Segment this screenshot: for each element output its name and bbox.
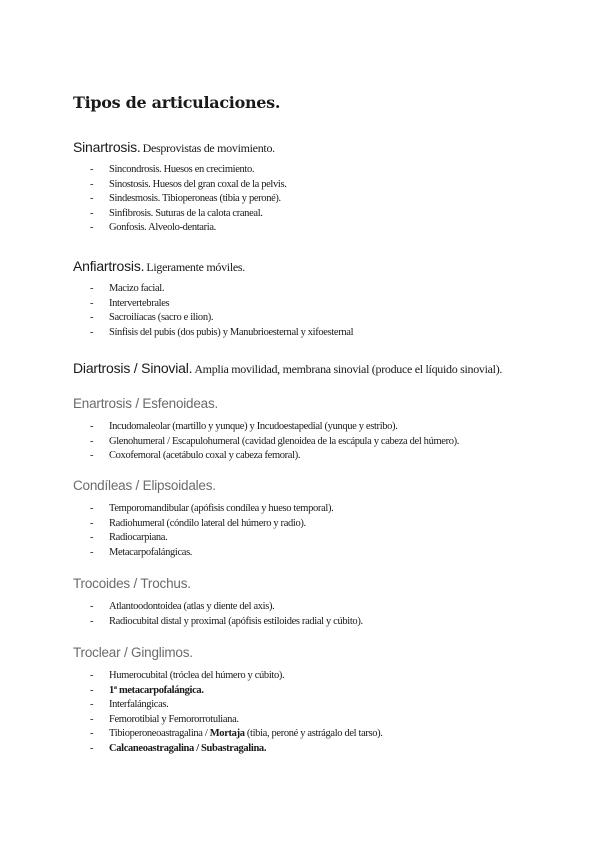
section-name: Diartrosis / Sinovial.: [73, 360, 193, 376]
section-description: Ligeramente móviles.: [146, 260, 245, 274]
list-item: [73, 311, 353, 326]
list-item-text: Tibioperoneoastragalina /: [109, 728, 210, 739]
dash-bullet-icon: -: [90, 742, 94, 754]
section-4: [73, 476, 333, 560]
list-item: [73, 615, 363, 630]
list-item: [73, 669, 383, 684]
list-item-text: Temporomandibular (apófisis condílea y hueso temporal).: [109, 503, 334, 514]
list-item: [73, 727, 383, 742]
list-item-text: Interfalángicas.: [109, 699, 169, 710]
list-item: [73, 178, 286, 193]
list-item-text: Metacarpofalángicas.: [109, 546, 193, 558]
section-name: Troclear / Ginglimos.: [73, 645, 193, 660]
dash-bullet-icon: -: [90, 728, 94, 739]
list-item-text: Femorotibial y Femororrotuliana.: [109, 713, 239, 725]
list-item: [73, 282, 353, 297]
dash-bullet-icon: -: [90, 297, 94, 309]
bullet-list: [73, 600, 363, 629]
section-5: [73, 574, 363, 629]
dash-bullet-icon: -: [90, 283, 94, 294]
dash-bullet-icon: -: [90, 312, 94, 323]
list-item: [73, 420, 459, 435]
dash-bullet-icon: -: [90, 421, 94, 432]
list-item-text: Coxofemoral (acetábulo coxal y cabeza femoral).: [109, 450, 301, 461]
page-title: Tipos de articulaciones.: [73, 93, 281, 112]
dash-bullet-icon: -: [90, 684, 94, 696]
list-item-text: Radiocubital distal y proximal (apófisis estiloides radial y cúbito).: [109, 615, 363, 627]
list-item-text: Mortaja: [209, 728, 245, 739]
dash-bullet-icon: -: [90, 615, 94, 627]
dash-bullet-icon: -: [90, 164, 94, 175]
list-item-text: Sacroilíacas (sacro e ilion).: [109, 312, 214, 323]
list-item: [73, 517, 333, 532]
list-item: [73, 742, 383, 757]
dash-bullet-icon: -: [90, 670, 94, 681]
list-item: [73, 297, 353, 312]
section-3: [73, 394, 459, 464]
dash-bullet-icon: -: [90, 517, 94, 529]
dash-bullet-icon: -: [90, 207, 94, 219]
section-heading: [73, 358, 502, 378]
list-item-text: 1ª metacarpofalángica.: [109, 684, 204, 696]
section-name: Trocoides / Trochus.: [73, 576, 191, 591]
list-item: [73, 326, 353, 341]
list-item: [73, 698, 383, 713]
list-item-text: Sindesmosis. Tibioperoneas (tibia y peroné).: [109, 193, 281, 204]
list-item: [73, 546, 333, 561]
list-item-text: Intervertebrales: [109, 297, 170, 309]
list-item-text: Radiohumeral (cóndilo lateral del húmero y radio).: [109, 517, 306, 529]
list-item: [73, 502, 333, 517]
section-heading: [73, 256, 353, 276]
list-item-text: Macizo facial.: [109, 283, 165, 294]
dash-bullet-icon: -: [90, 435, 94, 447]
bullet-list: [73, 282, 353, 340]
section-name: Sinartrosis.: [73, 139, 141, 155]
section-heading: [73, 574, 363, 594]
list-item-text: Sincondrosis. Huesos en crecimiento.: [109, 164, 255, 175]
bullet-list: [73, 163, 286, 236]
dash-bullet-icon: -: [90, 222, 94, 233]
dash-bullet-icon: -: [90, 546, 94, 558]
dash-bullet-icon: -: [90, 699, 94, 710]
section-name: Enartrosis / Esfenoideas.: [73, 396, 219, 411]
list-item-text: Incudomaleolar (martillo y yunque) y Incudoestapedial (yunque y estribo).: [109, 421, 398, 432]
list-item-text: Glenohumeral / Escapulohumeral (cavidad glenoidea de la escápula y cabeza del húmero).: [109, 435, 460, 447]
list-item: [73, 207, 286, 222]
list-item: [73, 531, 333, 546]
dash-bullet-icon: -: [90, 193, 94, 204]
dash-bullet-icon: -: [90, 178, 94, 190]
section-1: [73, 256, 353, 340]
list-item: [73, 192, 286, 207]
section-name: Condíleas / Elipsoidales.: [73, 478, 216, 493]
bullet-list: [73, 502, 333, 560]
list-item-text: Sínfisis del pubis (dos pubis) y Manubrioesternal y xifoesternal: [109, 326, 354, 338]
section-heading: [73, 137, 286, 157]
list-item-text: Sinfibrosis. Suturas de la calota craneal.: [109, 207, 263, 219]
list-item-text: Humerocubital (tróclea del húmero y cúbito).: [109, 670, 285, 681]
dash-bullet-icon: -: [90, 450, 94, 461]
list-item-text: Radiocarpiana.: [109, 532, 168, 543]
bullet-list: [73, 669, 383, 756]
section-heading: [73, 394, 459, 414]
section-heading: [73, 643, 383, 663]
dash-bullet-icon: -: [90, 503, 94, 514]
list-item-text: Gonfosis. Alveolo-dentaria.: [109, 222, 216, 233]
list-item: [73, 713, 383, 728]
list-item-text: Calcaneoastragalina / Subastragalina.: [109, 742, 267, 754]
list-item: [73, 600, 363, 615]
dash-bullet-icon: -: [90, 326, 94, 338]
section-6: [73, 643, 383, 756]
list-item-text: (tibia, peroné y astrágalo del tarso).: [244, 728, 383, 739]
list-item: [73, 221, 286, 236]
list-item: [73, 435, 459, 450]
list-item: [73, 163, 286, 178]
list-item: [73, 449, 459, 464]
list-item-text: Atlantoodontoidea (atlas y diente del axis).: [109, 601, 275, 612]
list-item-text: Sinostosis. Huesos del gran coxal de la pelvis.: [109, 178, 287, 190]
section-description: Amplia movilidad, membrana sinovial (produce el líquido sinovial).: [194, 362, 503, 376]
bullet-list: [73, 420, 459, 464]
section-0: [73, 137, 286, 236]
dash-bullet-icon: -: [90, 532, 94, 543]
section-description: Desprovistas de movimiento.: [142, 141, 275, 155]
dash-bullet-icon: -: [90, 601, 94, 612]
section-name: Anfiartrosis.: [73, 258, 145, 274]
section-2: [73, 358, 502, 378]
dash-bullet-icon: -: [90, 713, 94, 725]
list-item: [73, 684, 383, 699]
section-heading: [73, 476, 333, 496]
